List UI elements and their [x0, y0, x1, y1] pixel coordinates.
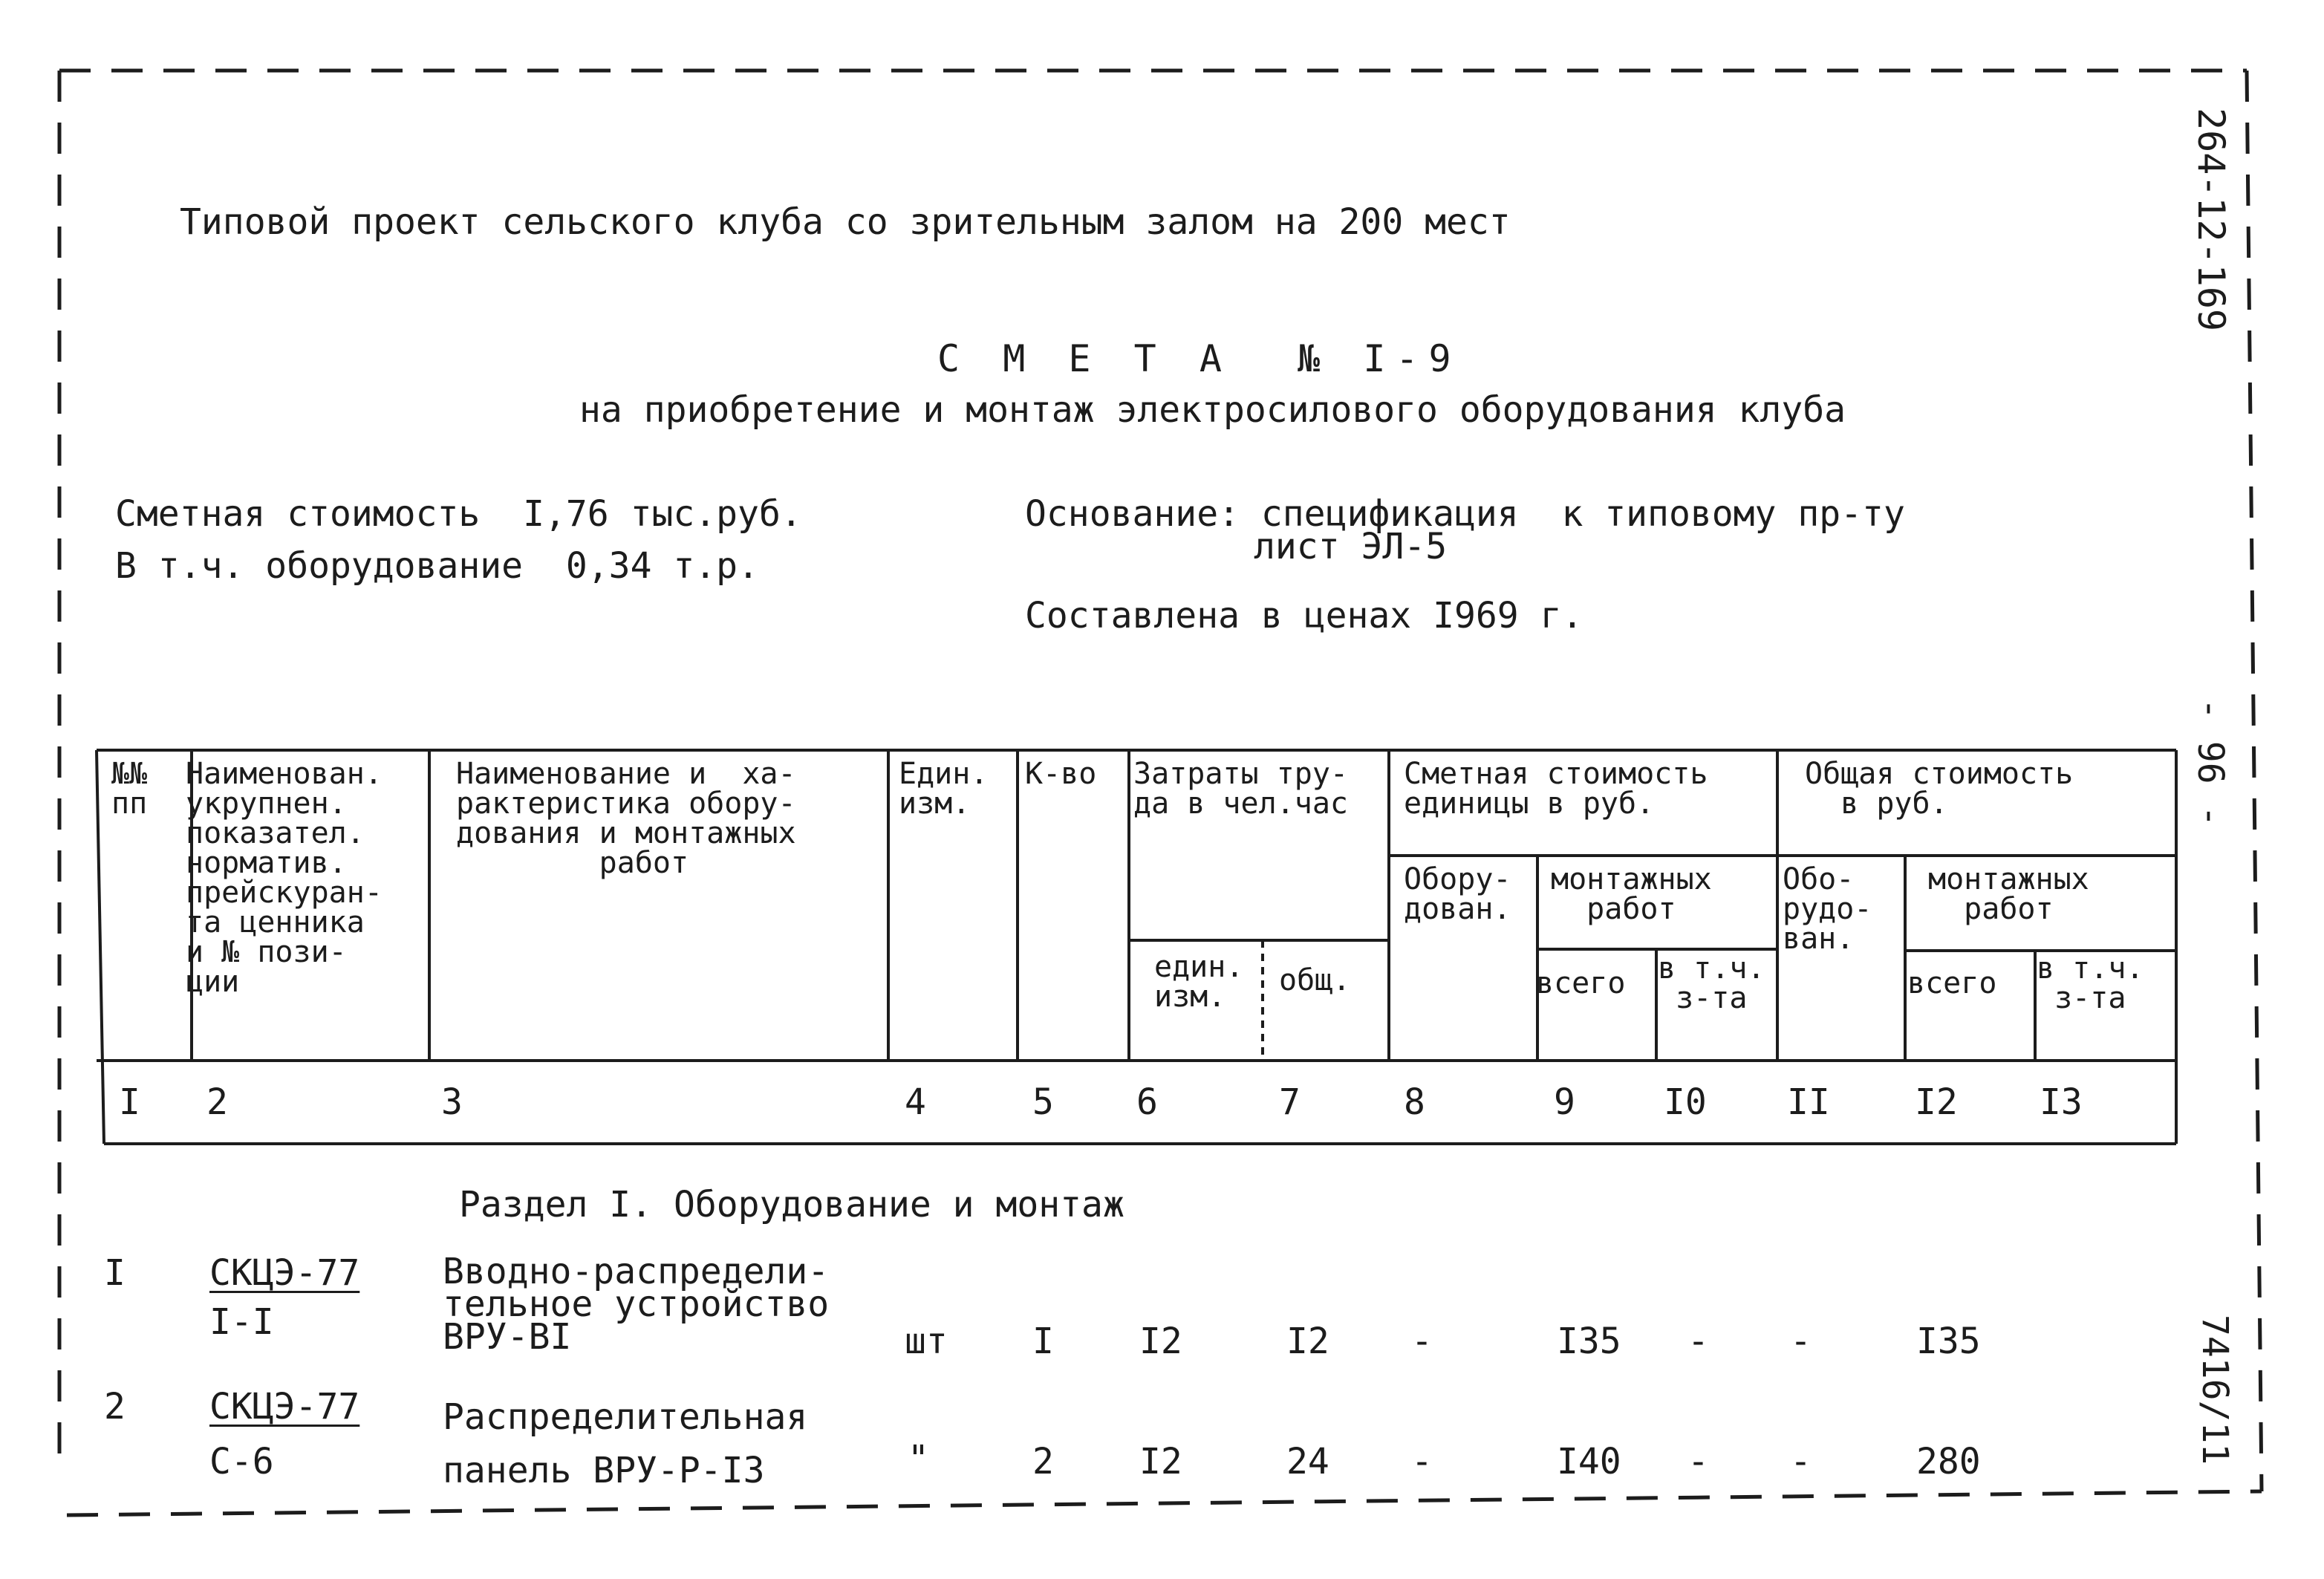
basis-sheet: лист ЭЛ-5 [1254, 526, 1448, 567]
column-number: I2 [1915, 1081, 1958, 1123]
project-title: Типовой проект сельского клуба со зрительным залом на 200 мест [180, 201, 1511, 243]
basis-line: Основание: спецификация к типовому пр-ту [1025, 493, 1905, 535]
equipment-cost: В т.ч. оборудование 0,34 т.р. [115, 545, 759, 587]
archive-number-margin: 7416/11 [2194, 1315, 2236, 1465]
header-col11-13: Общая стоимость в руб. [1805, 757, 2074, 821]
header-col7: общ. [1279, 963, 1351, 997]
row-equipment-unit: - [1411, 1441, 1433, 1482]
column-number: 8 [1404, 1081, 1425, 1123]
column-number: 9 [1554, 1081, 1575, 1123]
header-col8-10: Сметная стоимость единицы в руб. [1404, 757, 1708, 821]
row-mount-total: 280 [1916, 1441, 1981, 1482]
row-mount-total: I35 [1916, 1321, 1981, 1362]
row-mount-unit: I40 [1557, 1441, 1621, 1482]
row-equipment-unit: - [1411, 1321, 1433, 1362]
column-number: I [119, 1081, 140, 1123]
header-col5: К-во [1025, 757, 1097, 791]
row-equipment-total: - [1790, 1441, 1812, 1482]
column-number: I0 [1664, 1081, 1707, 1123]
column-number: 6 [1136, 1081, 1158, 1123]
row-mount-wage-unit: - [1687, 1321, 1709, 1362]
row-code-position: С-6 [209, 1441, 274, 1482]
row-qty: 2 [1032, 1441, 1054, 1482]
header-col6-7: Затраты тру- да в чел.час [1133, 757, 1348, 821]
header-col9-10: монтажных работ [1551, 862, 1712, 926]
row-labor-total: I2 [1286, 1321, 1329, 1362]
row-code: СКЦЭ-77 [209, 1386, 360, 1427]
header-col1: №№ пп [111, 757, 148, 821]
header-col10: в т.ч. з-та [1658, 951, 1765, 1015]
header-col12: всего [1907, 966, 1997, 1000]
row-mount-unit: I35 [1557, 1321, 1621, 1362]
row-equipment-total: - [1790, 1321, 1812, 1362]
header-col2: Наименован. укрупнен. показател. норматив. прейскуран- та ценника и № пози- ции [186, 757, 383, 999]
row-name: Распределительная панель ВРУ-Р-I3 [443, 1396, 808, 1491]
row-unit: " [908, 1438, 929, 1479]
row-labor-unit: I2 [1139, 1321, 1182, 1362]
row-mount-wage-unit: - [1687, 1441, 1709, 1482]
row-code-position: I-I [209, 1301, 274, 1343]
header-col13: в т.ч. з-та [2037, 951, 2144, 1015]
row-labor-unit: I2 [1139, 1441, 1182, 1482]
row-qty: I [1032, 1321, 1054, 1362]
header-col11: Обо- рудо- ван. [1783, 862, 1872, 956]
header-col9: всего [1536, 966, 1626, 1000]
prices-line: Составлена в ценах I969 г. [1025, 595, 1583, 637]
row-number: I [104, 1252, 126, 1294]
smeta-heading: С М Е Т А № I-9 [937, 337, 1462, 380]
doc-number-margin: 264-12-169 [2190, 108, 2233, 332]
column-number: II [1787, 1081, 1830, 1123]
column-number: 3 [441, 1081, 463, 1123]
header-col8: Обору- дован. [1404, 862, 1511, 926]
column-number: 2 [206, 1081, 228, 1123]
header-col6: един. изм. [1154, 950, 1244, 1014]
smeta-subtitle: на приобретение и монтаж электросилового оборудования клуба [579, 389, 1846, 431]
column-number: 5 [1032, 1081, 1054, 1123]
row-code: СКЦЭ-77 [209, 1252, 360, 1294]
section-title: Раздел I. Оборудование и монтаж [459, 1184, 1124, 1225]
header-col3: Наименование и ха- рактеристика обору- дования и монтажных работ [456, 757, 796, 880]
estimated-cost: Сметная стоимость I,76 тыс.руб. [115, 493, 802, 535]
row-name: Вводно-распредели- тельное устройство ВРУ-BI [443, 1251, 830, 1358]
header-col12-13: монтажных работ [1928, 862, 2089, 926]
column-number: 4 [905, 1081, 926, 1123]
row-unit: шт [905, 1321, 948, 1362]
column-number: 7 [1279, 1081, 1301, 1123]
row-number: 2 [104, 1386, 126, 1427]
column-number: I3 [2040, 1081, 2083, 1123]
row-labor-total: 24 [1286, 1441, 1329, 1482]
page-number-margin: - 96 - [2190, 698, 2231, 827]
header-col4: Един. изм. [899, 757, 989, 821]
